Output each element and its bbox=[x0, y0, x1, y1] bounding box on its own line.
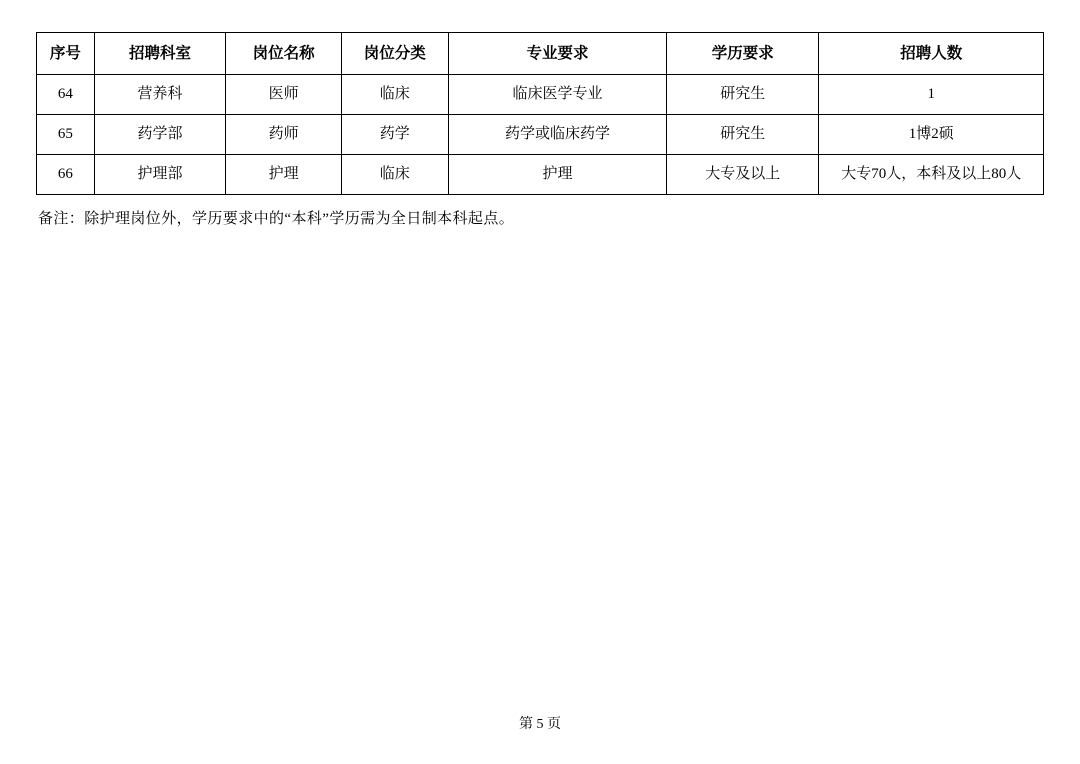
header-cell-education: 学历要求 bbox=[667, 33, 819, 75]
table-row bbox=[37, 115, 1044, 155]
header-cell-major: 专业要求 bbox=[448, 33, 666, 75]
recruitment-table-container bbox=[36, 32, 1044, 195]
cell-education: 大专及以上 bbox=[667, 155, 819, 195]
table-row bbox=[37, 155, 1044, 195]
table-row bbox=[37, 75, 1044, 115]
table-body bbox=[37, 75, 1044, 195]
cell-major: 护理 bbox=[448, 155, 666, 195]
header-cell-no: 序号 bbox=[37, 33, 95, 75]
page-number: 第 5 页 bbox=[519, 717, 561, 732]
cell-major: 临床医学专业 bbox=[448, 75, 666, 115]
cell-department: 药学部 bbox=[94, 115, 226, 155]
cell-no: 64 bbox=[37, 75, 95, 115]
cell-education: 研究生 bbox=[667, 115, 819, 155]
cell-category: 药学 bbox=[341, 115, 448, 155]
table-header bbox=[37, 33, 1044, 75]
header-cell-department: 招聘科室 bbox=[94, 33, 226, 75]
table-header-row bbox=[37, 33, 1044, 75]
header-cell-position: 岗位名称 bbox=[226, 33, 341, 75]
cell-position: 护理 bbox=[226, 155, 341, 195]
header-cell-category: 岗位分类 bbox=[341, 33, 448, 75]
recruitment-table bbox=[36, 32, 1044, 195]
table-note: 备注：除护理岗位外，学历要求中的“本科”学历需为全日制本科起点。 bbox=[38, 211, 515, 227]
cell-major: 药学或临床药学 bbox=[448, 115, 666, 155]
cell-department: 营养科 bbox=[94, 75, 226, 115]
cell-count: 大专70人，本科及以上80人 bbox=[819, 155, 1044, 195]
cell-no: 65 bbox=[37, 115, 95, 155]
cell-position: 药师 bbox=[226, 115, 341, 155]
cell-category: 临床 bbox=[341, 75, 448, 115]
cell-no: 66 bbox=[37, 155, 95, 195]
cell-education: 研究生 bbox=[667, 75, 819, 115]
cell-position: 医师 bbox=[226, 75, 341, 115]
cell-count: 1博2硕 bbox=[819, 115, 1044, 155]
cell-category: 临床 bbox=[341, 155, 448, 195]
cell-count: 1 bbox=[819, 75, 1044, 115]
header-cell-count: 招聘人数 bbox=[819, 33, 1044, 75]
cell-department: 护理部 bbox=[94, 155, 226, 195]
